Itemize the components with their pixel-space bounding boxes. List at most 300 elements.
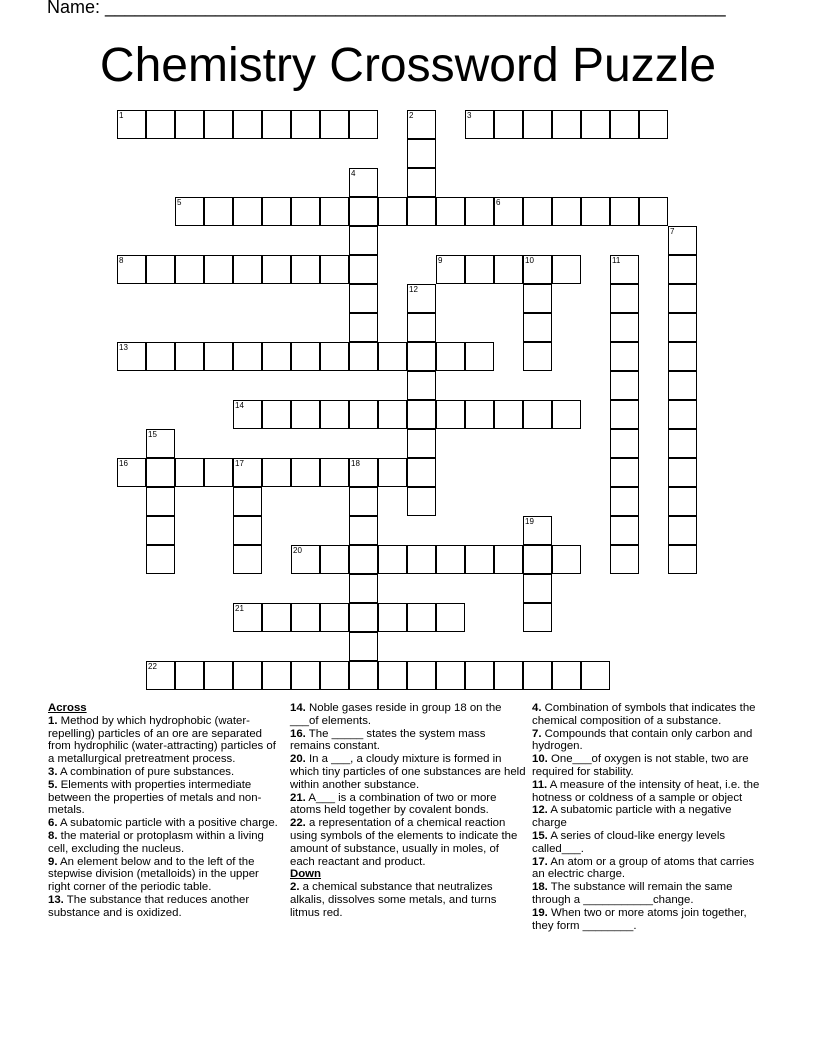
cell-input[interactable] bbox=[408, 111, 435, 138]
cell-input[interactable] bbox=[495, 546, 522, 573]
grid-cell[interactable] bbox=[407, 661, 436, 690]
cell-input[interactable] bbox=[611, 546, 638, 573]
grid-cell[interactable] bbox=[233, 458, 262, 487]
grid-cell[interactable] bbox=[610, 255, 639, 284]
grid-cell[interactable] bbox=[378, 603, 407, 632]
grid-cell[interactable] bbox=[204, 342, 233, 371]
grid-cell[interactable] bbox=[523, 313, 552, 342]
cell-input[interactable] bbox=[466, 546, 493, 573]
grid-cell[interactable] bbox=[146, 516, 175, 545]
cell-input[interactable] bbox=[524, 198, 551, 225]
cell-input[interactable] bbox=[524, 575, 551, 602]
grid-cell[interactable] bbox=[320, 603, 349, 632]
grid-cell[interactable] bbox=[668, 545, 697, 574]
cell-input[interactable] bbox=[669, 517, 696, 544]
cell-input[interactable] bbox=[234, 488, 261, 515]
cell-input[interactable] bbox=[466, 198, 493, 225]
cell-input[interactable] bbox=[292, 401, 319, 428]
cell-input[interactable] bbox=[292, 546, 319, 573]
grid-cell[interactable] bbox=[523, 284, 552, 313]
cell-input[interactable] bbox=[292, 662, 319, 689]
grid-cell[interactable] bbox=[581, 197, 610, 226]
grid-cell[interactable] bbox=[117, 342, 146, 371]
grid-cell[interactable] bbox=[465, 545, 494, 574]
grid-cell[interactable] bbox=[204, 110, 233, 139]
grid-cell[interactable] bbox=[639, 197, 668, 226]
cell-input[interactable] bbox=[408, 546, 435, 573]
cell-input[interactable] bbox=[321, 459, 348, 486]
grid-cell[interactable] bbox=[407, 371, 436, 400]
grid-cell[interactable] bbox=[581, 661, 610, 690]
grid-cell[interactable] bbox=[552, 400, 581, 429]
cell-input[interactable] bbox=[350, 401, 377, 428]
grid-cell[interactable] bbox=[204, 661, 233, 690]
cell-input[interactable] bbox=[118, 256, 145, 283]
cell-input[interactable] bbox=[669, 343, 696, 370]
cell-input[interactable] bbox=[176, 256, 203, 283]
cell-input[interactable] bbox=[611, 488, 638, 515]
grid-cell[interactable] bbox=[320, 400, 349, 429]
cell-input[interactable] bbox=[408, 169, 435, 196]
grid-cell[interactable] bbox=[320, 197, 349, 226]
grid-cell[interactable] bbox=[668, 284, 697, 313]
grid-cell[interactable] bbox=[523, 603, 552, 632]
cell-input[interactable] bbox=[263, 111, 290, 138]
cell-input[interactable] bbox=[669, 256, 696, 283]
cell-input[interactable] bbox=[495, 401, 522, 428]
grid-cell[interactable] bbox=[581, 110, 610, 139]
grid-cell[interactable] bbox=[523, 110, 552, 139]
grid-cell[interactable] bbox=[117, 255, 146, 284]
cell-input[interactable] bbox=[611, 285, 638, 312]
cell-input[interactable] bbox=[234, 604, 261, 631]
cell-input[interactable] bbox=[379, 198, 406, 225]
cell-input[interactable] bbox=[205, 459, 232, 486]
grid-cell[interactable] bbox=[349, 487, 378, 516]
grid-cell[interactable] bbox=[494, 661, 523, 690]
cell-input[interactable] bbox=[147, 488, 174, 515]
cell-input[interactable] bbox=[205, 256, 232, 283]
grid-cell[interactable] bbox=[436, 255, 465, 284]
grid-cell[interactable] bbox=[262, 342, 291, 371]
cell-input[interactable] bbox=[234, 546, 261, 573]
grid-cell[interactable] bbox=[146, 342, 175, 371]
cell-input[interactable] bbox=[350, 314, 377, 341]
cell-input[interactable] bbox=[582, 198, 609, 225]
cell-input[interactable] bbox=[292, 343, 319, 370]
grid-cell[interactable] bbox=[610, 342, 639, 371]
grid-cell[interactable] bbox=[668, 487, 697, 516]
grid-cell[interactable] bbox=[494, 545, 523, 574]
cell-input[interactable] bbox=[611, 198, 638, 225]
grid-cell[interactable] bbox=[175, 342, 204, 371]
cell-input[interactable] bbox=[437, 662, 464, 689]
cell-input[interactable] bbox=[553, 111, 580, 138]
cell-input[interactable] bbox=[437, 401, 464, 428]
grid-cell[interactable] bbox=[407, 400, 436, 429]
grid-cell[interactable] bbox=[436, 197, 465, 226]
grid-cell[interactable] bbox=[523, 516, 552, 545]
cell-input[interactable] bbox=[524, 546, 551, 573]
cell-input[interactable] bbox=[118, 111, 145, 138]
cell-input[interactable] bbox=[263, 459, 290, 486]
grid-cell[interactable] bbox=[465, 255, 494, 284]
cell-input[interactable] bbox=[553, 546, 580, 573]
cell-input[interactable] bbox=[524, 314, 551, 341]
grid-cell[interactable] bbox=[668, 516, 697, 545]
cell-input[interactable] bbox=[437, 256, 464, 283]
grid-cell[interactable] bbox=[523, 197, 552, 226]
cell-input[interactable] bbox=[263, 198, 290, 225]
cell-input[interactable] bbox=[147, 111, 174, 138]
cell-input[interactable] bbox=[611, 372, 638, 399]
cell-input[interactable] bbox=[611, 314, 638, 341]
grid-cell[interactable] bbox=[233, 197, 262, 226]
grid-cell[interactable] bbox=[146, 661, 175, 690]
cell-input[interactable] bbox=[669, 401, 696, 428]
cell-input[interactable] bbox=[408, 459, 435, 486]
cell-input[interactable] bbox=[669, 314, 696, 341]
cell-input[interactable] bbox=[350, 198, 377, 225]
grid-cell[interactable] bbox=[175, 255, 204, 284]
cell-input[interactable] bbox=[176, 111, 203, 138]
grid-cell[interactable] bbox=[175, 458, 204, 487]
grid-cell[interactable] bbox=[378, 545, 407, 574]
cell-input[interactable] bbox=[640, 198, 667, 225]
cell-input[interactable] bbox=[669, 546, 696, 573]
cell-input[interactable] bbox=[553, 401, 580, 428]
grid-cell[interactable] bbox=[349, 661, 378, 690]
cell-input[interactable] bbox=[263, 343, 290, 370]
cell-input[interactable] bbox=[350, 662, 377, 689]
cell-input[interactable] bbox=[524, 111, 551, 138]
grid-cell[interactable] bbox=[262, 255, 291, 284]
grid-cell[interactable] bbox=[407, 545, 436, 574]
grid-cell[interactable] bbox=[610, 284, 639, 313]
cell-input[interactable] bbox=[408, 604, 435, 631]
grid-cell[interactable] bbox=[407, 110, 436, 139]
cell-input[interactable] bbox=[350, 517, 377, 544]
cell-input[interactable] bbox=[408, 372, 435, 399]
grid-cell[interactable] bbox=[349, 197, 378, 226]
grid-cell[interactable] bbox=[349, 603, 378, 632]
name-field[interactable]: Name: ______________________________________________________________ bbox=[47, 0, 726, 17]
grid-cell[interactable] bbox=[610, 313, 639, 342]
grid-cell[interactable] bbox=[320, 255, 349, 284]
cell-input[interactable] bbox=[321, 604, 348, 631]
grid-cell[interactable] bbox=[349, 168, 378, 197]
cell-input[interactable] bbox=[524, 662, 551, 689]
grid-cell[interactable] bbox=[407, 284, 436, 313]
cell-input[interactable] bbox=[263, 256, 290, 283]
grid-cell[interactable] bbox=[291, 400, 320, 429]
grid-cell[interactable] bbox=[552, 661, 581, 690]
grid-cell[interactable] bbox=[262, 110, 291, 139]
cell-input[interactable] bbox=[234, 662, 261, 689]
grid-cell[interactable] bbox=[668, 226, 697, 255]
grid-cell[interactable] bbox=[378, 197, 407, 226]
grid-cell[interactable] bbox=[204, 458, 233, 487]
cell-input[interactable] bbox=[524, 343, 551, 370]
grid-cell[interactable] bbox=[378, 458, 407, 487]
cell-input[interactable] bbox=[408, 198, 435, 225]
cell-input[interactable] bbox=[437, 604, 464, 631]
cell-input[interactable] bbox=[350, 169, 377, 196]
cell-input[interactable] bbox=[553, 256, 580, 283]
cell-input[interactable] bbox=[147, 256, 174, 283]
cell-input[interactable] bbox=[350, 256, 377, 283]
grid-cell[interactable] bbox=[233, 661, 262, 690]
grid-cell[interactable] bbox=[407, 197, 436, 226]
grid-cell[interactable] bbox=[262, 197, 291, 226]
grid-cell[interactable] bbox=[146, 545, 175, 574]
grid-cell[interactable] bbox=[378, 661, 407, 690]
cell-input[interactable] bbox=[466, 343, 493, 370]
grid-cell[interactable] bbox=[349, 516, 378, 545]
grid-cell[interactable] bbox=[291, 197, 320, 226]
grid-cell[interactable] bbox=[407, 139, 436, 168]
cell-input[interactable] bbox=[321, 546, 348, 573]
cell-input[interactable] bbox=[350, 285, 377, 312]
cell-input[interactable] bbox=[495, 662, 522, 689]
cell-input[interactable] bbox=[234, 111, 261, 138]
grid-cell[interactable] bbox=[349, 313, 378, 342]
cell-input[interactable] bbox=[408, 401, 435, 428]
grid-cell[interactable] bbox=[291, 545, 320, 574]
cell-input[interactable] bbox=[292, 604, 319, 631]
grid-cell[interactable] bbox=[610, 110, 639, 139]
grid-cell[interactable] bbox=[146, 429, 175, 458]
grid-cell[interactable] bbox=[407, 458, 436, 487]
cell-input[interactable] bbox=[350, 575, 377, 602]
grid-cell[interactable] bbox=[523, 400, 552, 429]
grid-cell[interactable] bbox=[378, 342, 407, 371]
grid-cell[interactable] bbox=[349, 284, 378, 313]
grid-cell[interactable] bbox=[552, 110, 581, 139]
cell-input[interactable] bbox=[669, 227, 696, 254]
grid-cell[interactable] bbox=[610, 458, 639, 487]
cell-input[interactable] bbox=[437, 546, 464, 573]
cell-input[interactable] bbox=[350, 546, 377, 573]
grid-cell[interactable] bbox=[349, 632, 378, 661]
cell-input[interactable] bbox=[524, 401, 551, 428]
grid-cell[interactable] bbox=[668, 458, 697, 487]
cell-input[interactable] bbox=[611, 430, 638, 457]
cell-input[interactable] bbox=[176, 459, 203, 486]
grid-cell[interactable] bbox=[407, 313, 436, 342]
cell-input[interactable] bbox=[669, 459, 696, 486]
grid-cell[interactable] bbox=[668, 255, 697, 284]
cell-input[interactable] bbox=[524, 604, 551, 631]
cell-input[interactable] bbox=[147, 459, 174, 486]
cell-input[interactable] bbox=[350, 633, 377, 660]
cell-input[interactable] bbox=[234, 256, 261, 283]
grid-cell[interactable] bbox=[233, 545, 262, 574]
grid-cell[interactable] bbox=[233, 400, 262, 429]
grid-cell[interactable] bbox=[407, 429, 436, 458]
grid-cell[interactable] bbox=[610, 516, 639, 545]
cell-input[interactable] bbox=[495, 256, 522, 283]
cell-input[interactable] bbox=[408, 488, 435, 515]
grid-cell[interactable] bbox=[146, 458, 175, 487]
cell-input[interactable] bbox=[553, 662, 580, 689]
grid-cell[interactable] bbox=[204, 197, 233, 226]
cell-input[interactable] bbox=[292, 459, 319, 486]
cell-input[interactable] bbox=[118, 459, 145, 486]
cell-input[interactable] bbox=[321, 111, 348, 138]
grid-cell[interactable] bbox=[233, 342, 262, 371]
cell-input[interactable] bbox=[553, 198, 580, 225]
cell-input[interactable] bbox=[234, 517, 261, 544]
grid-cell[interactable] bbox=[407, 487, 436, 516]
grid-cell[interactable] bbox=[291, 603, 320, 632]
cell-input[interactable] bbox=[350, 227, 377, 254]
cell-input[interactable] bbox=[611, 256, 638, 283]
grid-cell[interactable] bbox=[349, 458, 378, 487]
grid-cell[interactable] bbox=[175, 110, 204, 139]
grid-cell[interactable] bbox=[407, 603, 436, 632]
cell-input[interactable] bbox=[495, 198, 522, 225]
cell-input[interactable] bbox=[669, 430, 696, 457]
grid-cell[interactable] bbox=[465, 197, 494, 226]
cell-input[interactable] bbox=[669, 488, 696, 515]
cell-input[interactable] bbox=[350, 459, 377, 486]
grid-cell[interactable] bbox=[146, 487, 175, 516]
cell-input[interactable] bbox=[205, 111, 232, 138]
grid-cell[interactable] bbox=[610, 197, 639, 226]
cell-input[interactable] bbox=[495, 111, 522, 138]
grid-cell[interactable] bbox=[262, 458, 291, 487]
grid-cell[interactable] bbox=[494, 255, 523, 284]
cell-input[interactable] bbox=[408, 314, 435, 341]
grid-cell[interactable] bbox=[117, 110, 146, 139]
cell-input[interactable] bbox=[321, 343, 348, 370]
grid-cell[interactable] bbox=[291, 255, 320, 284]
grid-cell[interactable] bbox=[610, 429, 639, 458]
grid-cell[interactable] bbox=[233, 487, 262, 516]
grid-cell[interactable] bbox=[146, 110, 175, 139]
cell-input[interactable] bbox=[582, 662, 609, 689]
grid-cell[interactable] bbox=[407, 342, 436, 371]
grid-cell[interactable] bbox=[320, 545, 349, 574]
cell-input[interactable] bbox=[292, 256, 319, 283]
grid-cell[interactable] bbox=[291, 342, 320, 371]
cell-input[interactable] bbox=[379, 604, 406, 631]
grid-cell[interactable] bbox=[291, 110, 320, 139]
cell-input[interactable] bbox=[408, 140, 435, 167]
grid-cell[interactable] bbox=[465, 661, 494, 690]
cell-input[interactable] bbox=[640, 111, 667, 138]
grid-cell[interactable] bbox=[523, 661, 552, 690]
grid-cell[interactable] bbox=[117, 458, 146, 487]
grid-cell[interactable] bbox=[349, 574, 378, 603]
grid-cell[interactable] bbox=[494, 110, 523, 139]
cell-input[interactable] bbox=[292, 198, 319, 225]
grid-cell[interactable] bbox=[233, 255, 262, 284]
grid-cell[interactable] bbox=[349, 255, 378, 284]
cell-input[interactable] bbox=[611, 401, 638, 428]
grid-cell[interactable] bbox=[523, 255, 552, 284]
cell-input[interactable] bbox=[176, 662, 203, 689]
cell-input[interactable] bbox=[408, 285, 435, 312]
grid-cell[interactable] bbox=[668, 313, 697, 342]
grid-cell[interactable] bbox=[668, 342, 697, 371]
cell-input[interactable] bbox=[263, 604, 290, 631]
cell-input[interactable] bbox=[379, 343, 406, 370]
cell-input[interactable] bbox=[321, 401, 348, 428]
grid-cell[interactable] bbox=[436, 342, 465, 371]
cell-input[interactable] bbox=[408, 662, 435, 689]
grid-cell[interactable] bbox=[523, 342, 552, 371]
grid-cell[interactable] bbox=[320, 661, 349, 690]
cell-input[interactable] bbox=[408, 430, 435, 457]
cell-input[interactable] bbox=[669, 372, 696, 399]
cell-input[interactable] bbox=[466, 256, 493, 283]
cell-input[interactable] bbox=[147, 343, 174, 370]
cell-input[interactable] bbox=[437, 343, 464, 370]
cell-input[interactable] bbox=[176, 343, 203, 370]
cell-input[interactable] bbox=[205, 198, 232, 225]
cell-input[interactable] bbox=[147, 517, 174, 544]
cell-input[interactable] bbox=[350, 111, 377, 138]
cell-input[interactable] bbox=[292, 111, 319, 138]
cell-input[interactable] bbox=[437, 198, 464, 225]
grid-cell[interactable] bbox=[378, 400, 407, 429]
grid-cell[interactable] bbox=[465, 400, 494, 429]
grid-cell[interactable] bbox=[349, 110, 378, 139]
grid-cell[interactable] bbox=[610, 487, 639, 516]
grid-cell[interactable] bbox=[320, 110, 349, 139]
cell-input[interactable] bbox=[118, 343, 145, 370]
cell-input[interactable] bbox=[234, 401, 261, 428]
grid-cell[interactable] bbox=[291, 458, 320, 487]
grid-cell[interactable] bbox=[639, 110, 668, 139]
grid-cell[interactable] bbox=[523, 545, 552, 574]
cell-input[interactable] bbox=[408, 343, 435, 370]
grid-cell[interactable] bbox=[436, 400, 465, 429]
cell-input[interactable] bbox=[321, 256, 348, 283]
cell-input[interactable] bbox=[379, 546, 406, 573]
grid-cell[interactable] bbox=[146, 255, 175, 284]
cell-input[interactable] bbox=[147, 546, 174, 573]
grid-cell[interactable] bbox=[262, 603, 291, 632]
grid-cell[interactable] bbox=[349, 226, 378, 255]
cell-input[interactable] bbox=[611, 111, 638, 138]
grid-cell[interactable] bbox=[610, 400, 639, 429]
grid-cell[interactable] bbox=[668, 400, 697, 429]
grid-cell[interactable] bbox=[175, 197, 204, 226]
cell-input[interactable] bbox=[611, 343, 638, 370]
cell-input[interactable] bbox=[524, 517, 551, 544]
grid-cell[interactable] bbox=[320, 342, 349, 371]
grid-cell[interactable] bbox=[407, 168, 436, 197]
cell-input[interactable] bbox=[466, 401, 493, 428]
cell-input[interactable] bbox=[147, 662, 174, 689]
grid-cell[interactable] bbox=[349, 342, 378, 371]
grid-cell[interactable] bbox=[175, 661, 204, 690]
cell-input[interactable] bbox=[205, 662, 232, 689]
grid-cell[interactable] bbox=[610, 371, 639, 400]
grid-cell[interactable] bbox=[349, 400, 378, 429]
cell-input[interactable] bbox=[466, 111, 493, 138]
cell-input[interactable] bbox=[582, 111, 609, 138]
cell-input[interactable] bbox=[234, 198, 261, 225]
grid-cell[interactable] bbox=[291, 661, 320, 690]
cell-input[interactable] bbox=[611, 459, 638, 486]
grid-cell[interactable] bbox=[436, 661, 465, 690]
grid-cell[interactable] bbox=[465, 342, 494, 371]
grid-cell[interactable] bbox=[204, 255, 233, 284]
